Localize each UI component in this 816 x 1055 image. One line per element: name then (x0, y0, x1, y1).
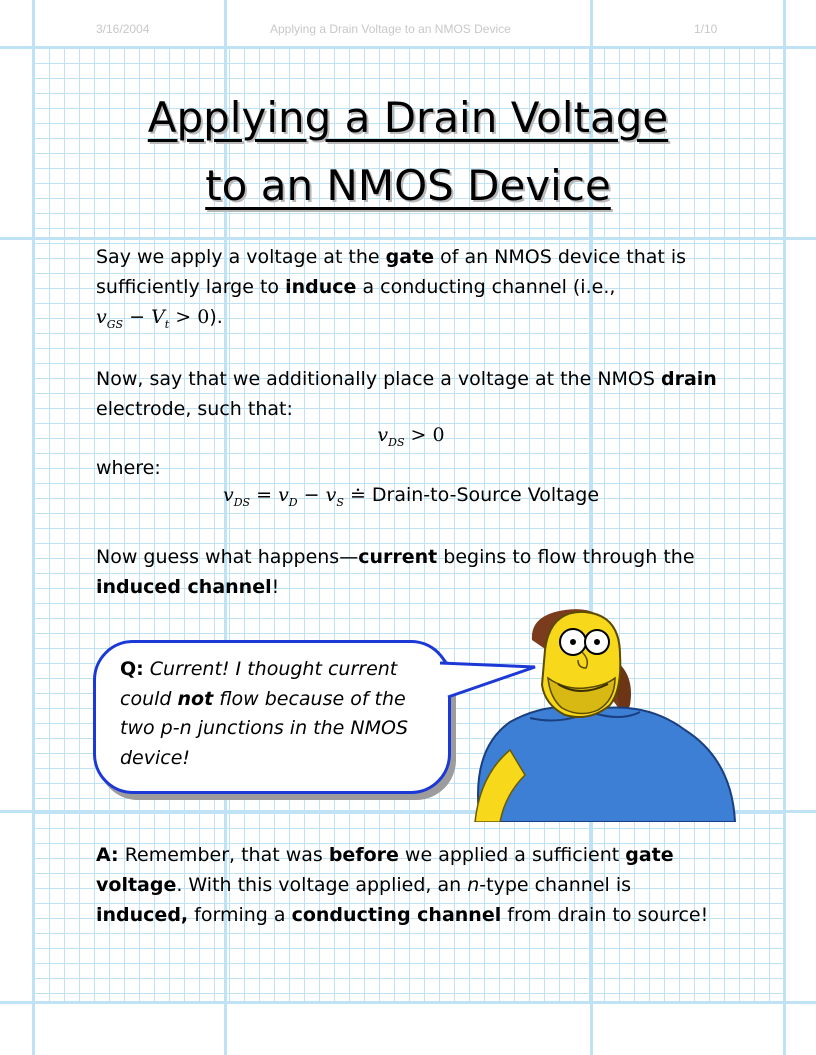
equation-label: Drain-to-Source Voltage (371, 484, 600, 506)
text: a conducting channel (i.e., (356, 276, 616, 298)
speech-bubble (93, 640, 451, 794)
bold-term-drain: drain (660, 368, 717, 390)
header-title: Applying a Drain Voltage to an NMOS Device (270, 22, 511, 36)
bold-term-induced-channel: induced channel (96, 576, 272, 598)
bold-term-before: before (328, 844, 399, 866)
page-title (0, 84, 816, 220)
text: -type channel is (479, 874, 632, 896)
text: Current! I thought current could (120, 658, 398, 710)
text: ). (209, 306, 223, 328)
inline-equation: $v_{GS} - V_t > 0$ (96, 306, 210, 331)
speech-bubble-tail (440, 655, 540, 705)
bold-term-induce: induce (285, 276, 357, 298)
title-line-1: Applying a Drain Voltage (147, 93, 669, 142)
character-illustration (470, 600, 740, 822)
bold-term-conducting-channel: conducting channel (291, 904, 502, 926)
where-label: where: (96, 457, 161, 479)
header-page-number: 1/10 (694, 22, 718, 36)
text: begins to flow through the (437, 546, 695, 568)
text: Now guess what happens— (96, 546, 359, 568)
bold-term-current: current (358, 546, 438, 568)
bold-term-not: not (177, 687, 214, 710)
question-text (120, 655, 442, 773)
question-label: Q: (120, 658, 144, 680)
text: forming a (188, 904, 292, 926)
answer-label: A: (96, 844, 119, 866)
text: Now, say that we additionally place a voltage at the NMOS (96, 368, 661, 390)
intro-paragraph (96, 242, 726, 340)
text: of an NMOS device that is sufficiently large to (96, 246, 687, 298)
bold-term-induced: induced, (96, 904, 189, 926)
answer-paragraph (96, 840, 726, 930)
text: we applied a sufficient (398, 844, 626, 866)
text: from drain to source! (501, 904, 709, 926)
header-date: 3/16/2004 (96, 22, 150, 36)
text: . With this voltage applied, an (176, 874, 468, 896)
title-line-2: to an NMOS Device (205, 161, 611, 210)
text: n (467, 874, 480, 896)
text: flow because of the two (120, 687, 406, 739)
text: Remember, that was (118, 844, 329, 866)
text: Say we apply a voltage at the (96, 246, 386, 268)
current-paragraph (96, 542, 726, 602)
text: electrode, such that: (96, 398, 293, 420)
bold-term-gate: gate (385, 246, 435, 268)
text: p-n (160, 717, 192, 739)
drain-paragraph (96, 364, 726, 424)
equation-vds-positive: $v_{DS} > 0$ (377, 424, 445, 449)
equation-vds-definition: $v_{DS} = v_D - v_S$ ≐ Drain-to-Source Voltage (222, 484, 600, 509)
text: ! (271, 576, 280, 598)
text: junctions in the NMOS device! (120, 717, 409, 769)
bold-term-gate-voltage: gate voltage (96, 844, 674, 896)
